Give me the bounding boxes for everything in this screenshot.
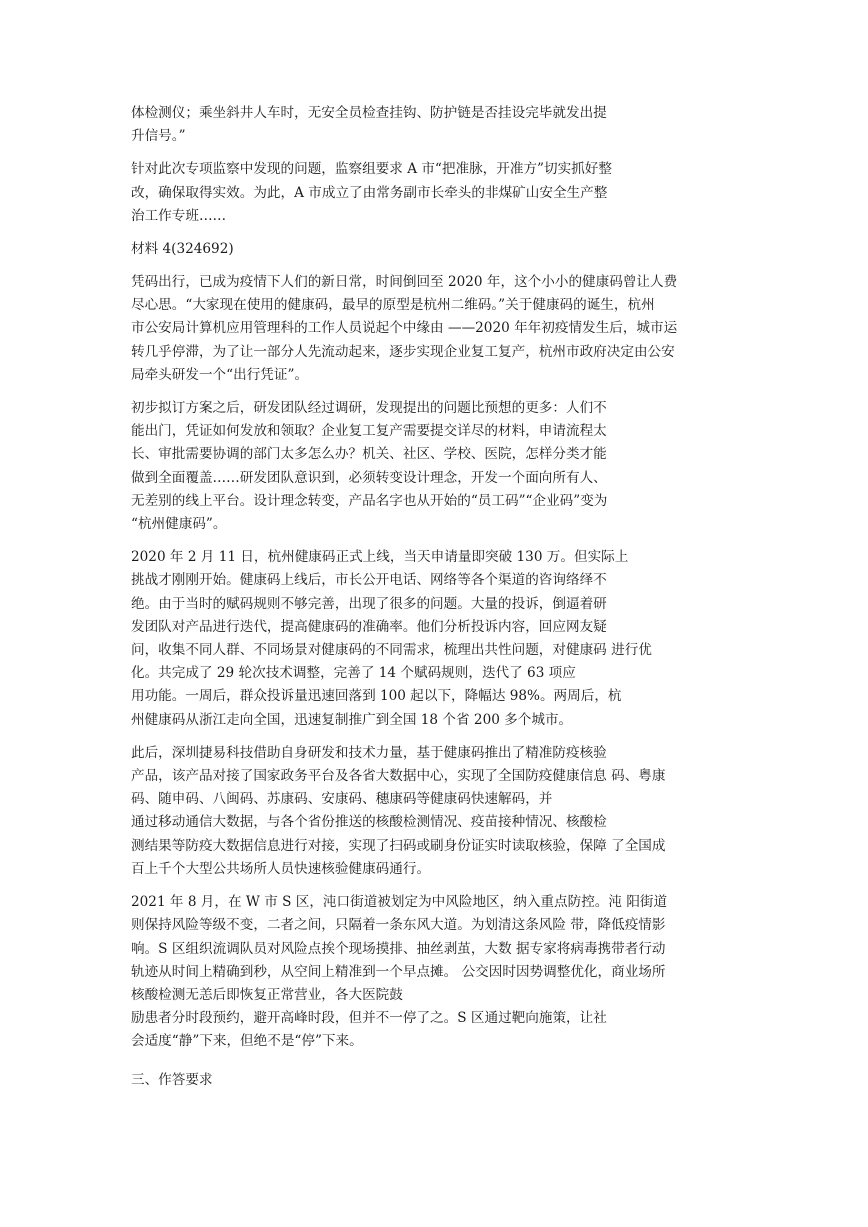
- text-line: 百上千个大型公共场所人员快速核验健康码通行。: [131, 860, 431, 877]
- text-line: 局牵头研发一个“出行凭证”。: [131, 366, 309, 383]
- paragraph: [131, 397, 751, 536]
- text-line: 化。共完成了 29 轮次技术调整，完善了 14 个赋码规则，迭代了 63 项应: [131, 665, 576, 682]
- text-line: 针对此次专项监察中发现的问题，监察组要求 A 市“把准脉，开准方”切实抓好整: [131, 161, 612, 178]
- paragraph: [131, 158, 751, 228]
- paragraph: [131, 891, 751, 1053]
- text-line: 改，确保取得实效。为此，A 市成立了由常务副市长牵头的非煤矿山安全生产整: [131, 184, 608, 201]
- material-heading: 材料 4(324692): [131, 241, 234, 258]
- text-line: 产品，该产品对接了国家政务平台及各省大数据中心，实现了全国防疫健康信息 码、粤康: [131, 768, 666, 785]
- paragraph: [131, 742, 751, 881]
- text-line: 挑战才刚刚开始。健康码上线后，市长公开电话、网络等各个渠道的咨询络绎不: [131, 572, 607, 589]
- text-line: 2021 年 8 月，在 W 市 S 区，沌口街道被划定为中风险地区，纳入重点防控。沌 阳街道: [131, 894, 668, 911]
- text-line: 核酸检测无恙后即恢复正常营业，各大医院鼓: [131, 986, 403, 1003]
- text-line: “杭州健康码”。: [131, 516, 227, 533]
- text-line: 轨迹从时间上精确到秒，从空间上精准到一个早点摊。 公交因时因势调整优化，商业场所: [131, 963, 666, 980]
- text-line: 用功能。一周后，群众投诉量迅速回落到 100 起以下，降幅达 98%。两周后，杭: [131, 688, 622, 705]
- text-line: 尽心思。“大家现在使用的健康码，最早的原型是杭州二维码。”关于健康码的诞生，杭州: [131, 297, 655, 314]
- text-line: 此后，深圳捷易科技借助自身研发和技术力量，基于健康码推出了精准防疫核验: [131, 744, 607, 761]
- text-line: 治工作专班……: [131, 207, 227, 224]
- text-line: 测结果等防疫大数据信息进行对接，实现了扫码或刷身份证实时读取核验，保障 了全国成: [131, 837, 666, 854]
- text-line: 转几乎停滞，为了让一部分人先流动起来，逐步实现企业复工复产，杭州市政府决定由公安: [131, 343, 675, 360]
- text-line: 初步拟订方案之后，研发团队经过调研，发现提出的问题比预想的更多：人们不: [131, 400, 607, 417]
- text-line: 绝。由于当时的赋码规则不够完善，出现了很多的问题。大量的投诉，倒逼着研: [131, 595, 607, 612]
- text-line: 升信号。”: [131, 128, 186, 145]
- text-line: 2020 年 2 月 11 日，杭州健康码正式上线，当天申请量即突破 130 万。但实际上: [131, 549, 629, 566]
- text-line: 发团队对产品进行迭代，提高健康码的准确率。他们分析投诉内容，回应网友疑: [131, 618, 607, 635]
- text-line: 市公安局计算机应用管理科的工作人员说起个中缘由 ——2020 年年初疫情发生后，城市运: [131, 320, 678, 337]
- section-heading: 三、作答要求: [131, 1072, 213, 1088]
- text-line: 做到全面覆盖……研发团队意识到，必须转变设计理念，开发一个面向所有人、: [131, 469, 607, 486]
- text-line: 则保持风险等级不变，二者之间，只隔着一条东风大道。为划清这条风险 带，降低疫情影: [131, 917, 666, 934]
- paragraph: [131, 546, 751, 732]
- text-line: 会适度“静”下来，但绝不是“停”下来。: [131, 1033, 363, 1050]
- text-line: 响。S 区组织流调队员对风险点挨个现场摸排、抽丝剥茧，大数 据专家将病毒携带者行动: [131, 940, 666, 957]
- text-line: 通过移动通信大数据，与各个省份推送的核酸检测情况、疫苗接种情况、核酸检: [131, 814, 607, 831]
- text-line: 体检测仪；乘坐斜井人车时，无安全员检查挂钩、防护链是否挂设完毕就发出提: [131, 105, 607, 121]
- text-line: 无差别的线上平台。设计理念转变，产品名字也从开始的“员工码”“企业码”变为: [131, 492, 608, 509]
- text-line: 州健康码从浙江走向全国，迅速复制推广到全国 18 个省 200 多个城市。: [131, 711, 573, 728]
- text-line: 码、随申码、八闽码、苏康码、安康码、穗康码等健康码快速解码，并: [131, 791, 553, 808]
- paragraph: [131, 102, 751, 148]
- text-line: 凭码出行，已成为疫情下人们的新日常，时间倒回至 2020 年，这个小小的健康码曾让人费: [131, 274, 678, 291]
- text-line: 长、审批需要协调的部门太多怎么办？机关、社区、学校、医院，怎样分类才能: [131, 446, 607, 463]
- paragraph: [131, 271, 751, 387]
- text-line: 励患者分时段预约，避开高峰时段，但并不一停了之。S 区通过靶向施策，让社: [131, 1010, 607, 1027]
- text-line: 能出门，凭证如何发放和领取？企业复工复产需要提交详尽的材料，申请流程太: [131, 423, 607, 440]
- text-line: 问，收集不同人群、不同场景对健康码的不同需求，梳理出共性问题，对健康码 进行优: [131, 642, 652, 659]
- document-body: [131, 102, 751, 1064]
